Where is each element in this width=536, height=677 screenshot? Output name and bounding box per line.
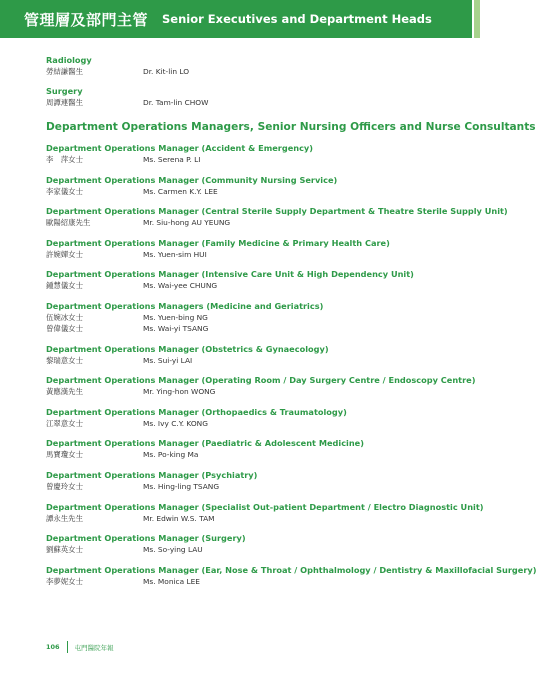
person-name-en: Ms. Po-king Ma bbox=[143, 450, 199, 460]
manager-sections bbox=[46, 143, 536, 587]
person-name-zh: 勞結謙醫生 bbox=[46, 67, 83, 76]
person-name-en: Ms. Yuen-bing NG bbox=[143, 312, 208, 322]
edge-tab bbox=[474, 0, 480, 38]
section-title: Department Operations Managers (Medicine and Geriatrics) bbox=[46, 300, 324, 311]
section-title: Department Operations Manager (Specialist Out-patient Department / Electro Diagnostic Unit) bbox=[46, 501, 484, 512]
department-section bbox=[46, 375, 476, 397]
person-name-en: Mr. Edwin W.S. TAM bbox=[143, 513, 215, 523]
person-row bbox=[46, 481, 466, 492]
person-name-en: Ms. Carmen K.Y. LEE bbox=[143, 186, 218, 196]
person-name-zh: 歐陽紹康先生 bbox=[46, 218, 91, 228]
person-name-en: Dr. Kit-lin LO bbox=[143, 67, 190, 76]
person-name-en: Ms. Yuen-sim HUI bbox=[143, 249, 207, 259]
department-section bbox=[46, 269, 466, 291]
section-title: Department Operations Manager (Central Sterile Supply Department & Theatre Sterile Supply Unit) bbox=[46, 206, 508, 217]
person-row bbox=[46, 576, 466, 587]
person-name-en: Ms. Wai-yee CHUNG bbox=[143, 281, 218, 291]
footer-publication: 屯門醫院年報 bbox=[74, 643, 114, 652]
section-title: Department Operations Manager (Orthopaedics & Traumatology) bbox=[46, 406, 347, 417]
person-row bbox=[46, 513, 466, 524]
department-section bbox=[46, 206, 508, 228]
person-name-zh: 曾偉儀女士 bbox=[46, 323, 83, 333]
person-name-en: Ms. Hing-ling TSANG bbox=[143, 481, 220, 491]
section-title: Department Operations Manager (Accident & Emergency) bbox=[46, 143, 314, 153]
person-name-zh: 鍾慧儀女士 bbox=[46, 281, 83, 291]
person-row bbox=[46, 355, 466, 366]
person-name-zh: 曾慶玲女士 bbox=[46, 481, 83, 491]
department-section bbox=[46, 470, 466, 492]
person-name-en: Ms. Wai-yi TSANG bbox=[143, 323, 209, 333]
department-section bbox=[46, 175, 466, 197]
section-title: Department Operations Manager (Paediatric & Adolescent Medicine) bbox=[46, 438, 364, 449]
person-row bbox=[46, 97, 466, 108]
section-title: Department Operations Manager (Ear, Nose & Throat / Ophthalmology / Dentistry & Maxillofacial Surgery) bbox=[46, 564, 536, 575]
page-number: 106 bbox=[46, 643, 60, 651]
page-content bbox=[46, 55, 536, 587]
department-section bbox=[46, 238, 466, 260]
person-name-en: Ms. Ivy C.Y. KONG bbox=[143, 418, 208, 428]
section-title: Department Operations Manager (Family Medicine & Primary Health Care) bbox=[46, 237, 390, 248]
section-title: Radiology bbox=[46, 55, 92, 65]
person-name-zh: 李家儀女士 bbox=[46, 186, 83, 196]
person-name-zh: 黃應漢先生 bbox=[46, 387, 83, 397]
department-section bbox=[46, 407, 466, 429]
section-title: Department Operations Manager (Obstetrics & Gynaecology) bbox=[46, 343, 329, 354]
person-row bbox=[46, 249, 466, 260]
person-name-zh: 周譚連醫生 bbox=[46, 98, 83, 107]
footer-divider bbox=[67, 641, 68, 653]
person-row bbox=[46, 66, 466, 77]
person-name-en: Ms. Serena P. LI bbox=[143, 155, 201, 164]
department-section bbox=[46, 344, 466, 366]
person-name-zh: 許婉嬋女士 bbox=[46, 249, 83, 259]
person-row bbox=[46, 154, 466, 165]
header-title-zh: 管理層及部門主管 bbox=[24, 10, 149, 29]
person-row bbox=[46, 544, 466, 555]
person-row bbox=[46, 217, 466, 228]
person-row bbox=[46, 312, 466, 323]
person-name-zh: 劉蘇英女士 bbox=[46, 545, 83, 555]
header-title-en: Senior Executives and Department Heads bbox=[162, 12, 432, 26]
person-row bbox=[46, 323, 466, 334]
section-surgery bbox=[46, 86, 466, 108]
person-row bbox=[46, 449, 466, 460]
person-name-zh: 江翠意女士 bbox=[46, 418, 83, 428]
person-name-zh: 伍婉冰女士 bbox=[46, 312, 83, 322]
page-footer bbox=[46, 641, 114, 653]
section-title: Department Operations Manager (Intensive Care Unit & High Dependency Unit) bbox=[46, 269, 414, 280]
section-title: Surgery bbox=[46, 86, 83, 96]
person-name-en: Ms. Monica LEE bbox=[143, 576, 200, 586]
person-name-en: Ms. Sui-yi LAI bbox=[143, 355, 193, 365]
person-name-en: Mr. Siu-hong AU YEUNG bbox=[143, 218, 231, 228]
person-name-zh: 李 萍女士 bbox=[46, 155, 83, 164]
section-title: Department Operations Manager (Operating Room / Day Surgery Centre / Endoscopy Centre) bbox=[46, 375, 476, 386]
section-radiology bbox=[46, 55, 466, 77]
person-name-zh: 馬寶瓊女士 bbox=[46, 450, 83, 460]
person-row bbox=[46, 386, 466, 397]
department-section bbox=[46, 438, 466, 460]
person-row bbox=[46, 186, 466, 197]
department-section bbox=[46, 564, 536, 587]
person-name-zh: 李夢妮女士 bbox=[46, 576, 83, 586]
person-name-en: Ms. So-ying LAU bbox=[143, 545, 203, 555]
person-name-en: Mr. Ying-hon WONG bbox=[143, 387, 216, 397]
department-section bbox=[46, 143, 466, 165]
person-name-zh: 譚永生先生 bbox=[46, 513, 83, 523]
person-name-zh: 黎瑞意女士 bbox=[46, 355, 83, 365]
department-section bbox=[46, 533, 466, 555]
section-title: Department Operations Manager (Surgery) bbox=[46, 533, 246, 544]
department-section bbox=[46, 301, 466, 334]
page-header-bar bbox=[0, 0, 472, 38]
main-heading: Department Operations Managers, Senior Nursing Officers and Nurse Consultants bbox=[46, 121, 536, 133]
section-title: Department Operations Manager (Psychiatry) bbox=[46, 469, 258, 480]
person-name-en: Dr. Tam-lin CHOW bbox=[143, 98, 209, 107]
section-title: Department Operations Manager (Community Nursing Service) bbox=[46, 174, 338, 185]
department-section bbox=[46, 501, 484, 524]
person-row bbox=[46, 418, 466, 429]
person-row bbox=[46, 280, 466, 291]
